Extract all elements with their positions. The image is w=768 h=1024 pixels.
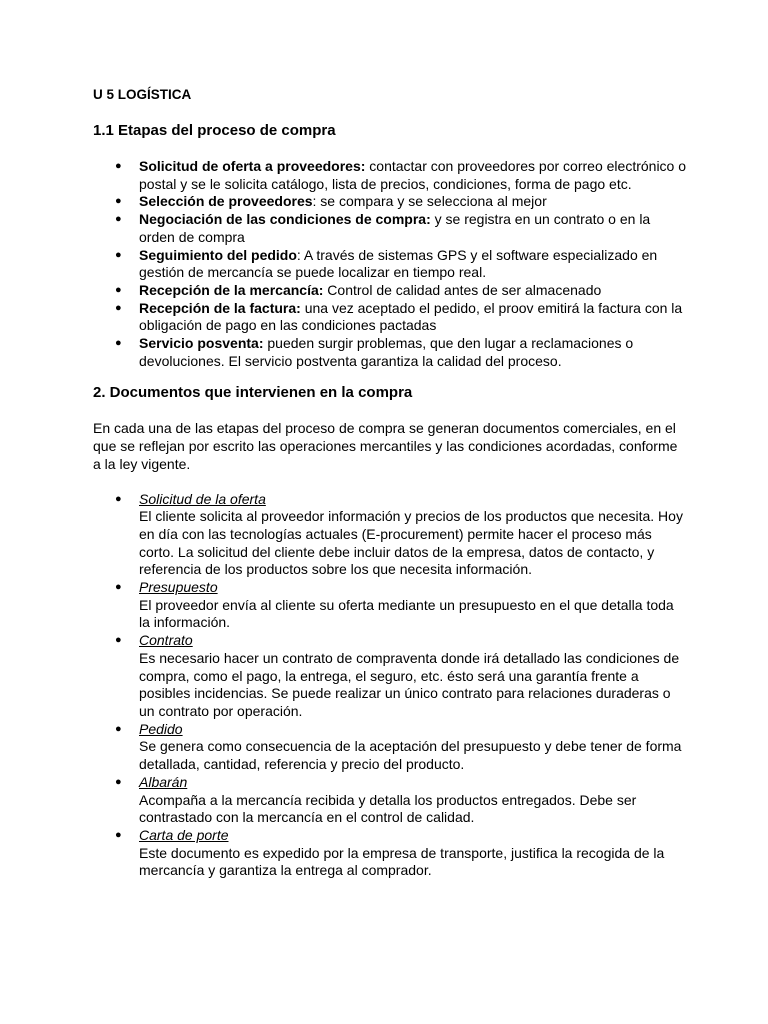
bullet-icon: ● — [115, 581, 122, 594]
document-name: Presupuesto — [139, 579, 218, 596]
bullet-icon: ● — [115, 634, 122, 647]
document-name: Pedido — [139, 720, 183, 737]
list-item — [115, 193, 688, 211]
bullet-icon: ● — [115, 301, 122, 314]
list-item-term: Negociación de las condiciones de compra: — [139, 211, 431, 228]
bullet-icon: ● — [115, 828, 122, 841]
list-item-term: Recepción de la factura: — [139, 299, 301, 316]
list-item — [115, 281, 688, 300]
list-item-text: contactar con proveedores por correo electrónico o postal y se le solicita catálogo, lista de precios, condiciones, forma de pago etc. — [139, 158, 687, 192]
section-heading-etapas: 1.1 Etapas del proceso de compra — [93, 122, 336, 139]
list-item — [115, 158, 688, 193]
list-item-term: Selección de proveedores — [139, 193, 313, 210]
list-item-text: y se registra en un contrato o en la orden de compra — [139, 211, 651, 245]
document-name: Carta de porte — [139, 826, 229, 843]
document-description: Se genera como consecuencia de la aceptación del presupuesto y debe tener de forma detallada, cantidad, referencia y precio del producto. — [139, 738, 682, 773]
document-description: Es necesario hacer un contrato de compraventa donde irá detallado las condiciones de compra, como el pago, la entrega, el seguro, etc. ésto será una garantía frente a posibles incidencias. Se puede realizar un único contrato para relaciones duraderas o un contrato por operación. — [139, 649, 680, 719]
list-item-text: una vez aceptado el pedido, el proov emitirá la factura con la obligación de pago en las condiciones pactadas — [139, 299, 683, 334]
list-item — [115, 579, 688, 632]
section-heading-documentos: 2. Documentos que intervienen en la compra — [93, 384, 413, 402]
list-item-text: Control de calidad antes de ser almacenado — [323, 281, 602, 298]
etapas-list — [93, 158, 688, 370]
section-intro-paragraph: En cada una de las etapas del proceso de compra se generan documentos comerciales, en el que se reflejan por escrito las operaciones mercantiles y las condiciones acordadas, conforme a la ley vigente. — [93, 420, 678, 472]
bullet-icon: ● — [115, 283, 122, 296]
list-item — [115, 826, 688, 880]
list-item-text: pueden surgir problemas, que den lugar a reclamaciones o devoluciones. El servicio postventa garantiza la calidad del proceso. — [139, 335, 634, 369]
list-item-term: Recepción de la mercancía: — [139, 281, 324, 298]
bullet-icon: ● — [115, 248, 122, 261]
list-item-term: Solicitud de oferta a proveedores: — [139, 158, 366, 174]
list-item — [115, 720, 688, 774]
bullet-icon: ● — [115, 775, 122, 788]
bullet-icon: ● — [115, 213, 122, 226]
document-description: Acompaña a la mercancía recibida y detalla los productos entregados. Debe ser contrastado con la mercancía en el control de calidad. — [139, 791, 637, 826]
bullet-icon: ● — [115, 195, 122, 208]
document-name: Solicitud de la oferta — [139, 490, 266, 507]
list-item-text: : se compara y se selecciona al mejor — [312, 193, 547, 210]
document-description: El proveedor envía al cliente su oferta mediante un presupuesto en el que detalla toda la información. — [139, 596, 674, 631]
list-item — [115, 335, 688, 370]
bullet-icon: ● — [115, 160, 122, 172]
document-name: Albarán — [139, 773, 188, 790]
documentos-list — [93, 491, 688, 880]
list-item — [115, 211, 688, 246]
list-item — [115, 299, 688, 335]
bullet-icon: ● — [115, 337, 122, 350]
list-item — [115, 773, 688, 827]
list-item — [115, 246, 688, 282]
list-item-term: Seguimiento del pedido — [139, 246, 297, 263]
document-title: U 5 LOGÍSTICA — [93, 87, 192, 102]
list-item — [115, 490, 688, 580]
document-name: Contrato — [139, 632, 193, 649]
list-item-text: : A través de sistemas GPS y el software especializado en gestión de mercancía se puede localizar en tiempo real. — [139, 246, 658, 281]
document-description: El cliente solicita al proveedor información y precios de los productos que necesita. Hoy en día con las tecnologías actuales (E-procurement) permite hacer el proceso más corto. La solicitud del cliente debe incluir datos de la empresa, datos de contacto, y referencia de los productos sobre los que necesita información. — [139, 508, 683, 578]
list-item — [115, 632, 688, 721]
list-item-term: Servicio posventa: — [139, 335, 264, 352]
bullet-icon: ● — [115, 722, 122, 735]
document-description: Este documento es expedido por la empresa de transporte, justifica la recogida de la mercancía y garantiza la entrega al comprador. — [139, 844, 665, 879]
bullet-icon: ● — [115, 492, 122, 505]
